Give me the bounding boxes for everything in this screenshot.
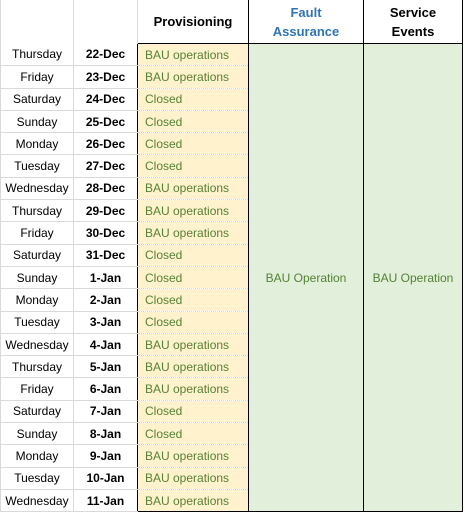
cell-provisioning-status[interactable]: BAU operations (138, 445, 249, 467)
cell-provisioning-status[interactable]: Closed (138, 423, 249, 445)
cell-provisioning-status[interactable]: Closed (138, 400, 249, 422)
cell-service-events[interactable]: BAU Operation (364, 44, 463, 512)
cell-date[interactable]: 29-Dec (74, 200, 138, 222)
cell-day[interactable]: Tuesday (1, 311, 74, 333)
cell-day[interactable]: Monday (1, 133, 74, 155)
table-row (1, 44, 463, 66)
header-blank-date[interactable] (74, 0, 138, 44)
cell-day[interactable]: Thursday (1, 44, 74, 66)
cell-date[interactable]: 5-Jan (74, 356, 138, 378)
cell-provisioning-status[interactable]: Closed (138, 88, 249, 110)
cell-provisioning-status[interactable]: BAU operations (138, 177, 249, 199)
cell-provisioning-status[interactable]: BAU operations (138, 489, 249, 511)
cell-date[interactable]: 25-Dec (74, 110, 138, 132)
cell-date[interactable]: 9-Jan (74, 445, 138, 467)
cell-provisioning-status[interactable]: BAU operations (138, 378, 249, 400)
cell-day[interactable]: Monday (1, 289, 74, 311)
header-service-line2: Events (391, 23, 435, 39)
cell-day[interactable]: Wednesday (1, 333, 74, 355)
cell-date[interactable]: 27-Dec (74, 155, 138, 177)
cell-day[interactable]: Thursday (1, 356, 74, 378)
cell-date[interactable]: 6-Jan (74, 378, 138, 400)
cell-day[interactable]: Tuesday (1, 155, 74, 177)
cell-date[interactable]: 10-Jan (74, 467, 138, 489)
header-row (1, 0, 463, 44)
cell-provisioning-status[interactable]: BAU operations (138, 66, 249, 88)
cell-provisioning-status[interactable]: Closed (138, 133, 249, 155)
cell-date[interactable]: 3-Jan (74, 311, 138, 333)
cell-fault-assurance[interactable]: BAU Operation (249, 44, 364, 512)
cell-day[interactable]: Monday (1, 445, 74, 467)
cell-day[interactable]: Sunday (1, 110, 74, 132)
cell-date[interactable]: 2-Jan (74, 289, 138, 311)
cell-day[interactable]: Wednesday (1, 489, 74, 511)
cell-date[interactable]: 30-Dec (74, 222, 138, 244)
cell-date[interactable]: 1-Jan (74, 266, 138, 288)
cell-day[interactable]: Saturday (1, 244, 74, 266)
cell-provisioning-status[interactable]: Closed (138, 155, 249, 177)
cell-provisioning-status[interactable]: Closed (138, 289, 249, 311)
cell-day[interactable]: Sunday (1, 423, 74, 445)
cell-date[interactable]: 7-Jan (74, 400, 138, 422)
cell-date[interactable]: 23-Dec (74, 66, 138, 88)
cell-date[interactable]: 8-Jan (74, 423, 138, 445)
cell-date[interactable]: 31-Dec (74, 244, 138, 266)
cell-day[interactable]: Thursday (1, 200, 74, 222)
cell-day[interactable]: Saturday (1, 400, 74, 422)
header-fault-assurance[interactable] (249, 0, 364, 44)
cell-provisioning-status[interactable]: BAU operations (138, 356, 249, 378)
cell-provisioning-status[interactable]: BAU operations (138, 44, 249, 66)
cell-provisioning-status[interactable]: BAU operations (138, 333, 249, 355)
cell-day[interactable]: Wednesday (1, 177, 74, 199)
header-fault-line2: Assurance (272, 23, 340, 39)
cell-day[interactable]: Sunday (1, 266, 74, 288)
header-service-line1: Service (389, 4, 437, 20)
header-blank-day[interactable] (1, 0, 74, 44)
cell-day[interactable]: Saturday (1, 88, 74, 110)
cell-day[interactable]: Friday (1, 378, 74, 400)
cell-provisioning-status[interactable]: Closed (138, 110, 249, 132)
cell-date[interactable]: 26-Dec (74, 133, 138, 155)
cell-provisioning-status[interactable]: Closed (138, 266, 249, 288)
cell-day[interactable]: Friday (1, 66, 74, 88)
cell-date[interactable]: 24-Dec (74, 88, 138, 110)
cell-day[interactable]: Friday (1, 222, 74, 244)
cell-date[interactable]: 11-Jan (74, 489, 138, 511)
cell-day[interactable]: Tuesday (1, 467, 74, 489)
cell-provisioning-status[interactable]: BAU operations (138, 467, 249, 489)
cell-date[interactable]: 28-Dec (74, 177, 138, 199)
header-fault-line1: Fault (290, 4, 322, 20)
cell-date[interactable]: 4-Jan (74, 333, 138, 355)
header-provisioning[interactable]: Provisioning (138, 0, 249, 44)
cell-provisioning-status[interactable]: BAU operations (138, 200, 249, 222)
cell-provisioning-status[interactable]: BAU operations (138, 222, 249, 244)
cell-provisioning-status[interactable]: Closed (138, 244, 249, 266)
header-service-events[interactable] (364, 0, 463, 44)
cell-provisioning-status[interactable]: Closed (138, 311, 249, 333)
cell-date[interactable]: 22-Dec (74, 44, 138, 66)
